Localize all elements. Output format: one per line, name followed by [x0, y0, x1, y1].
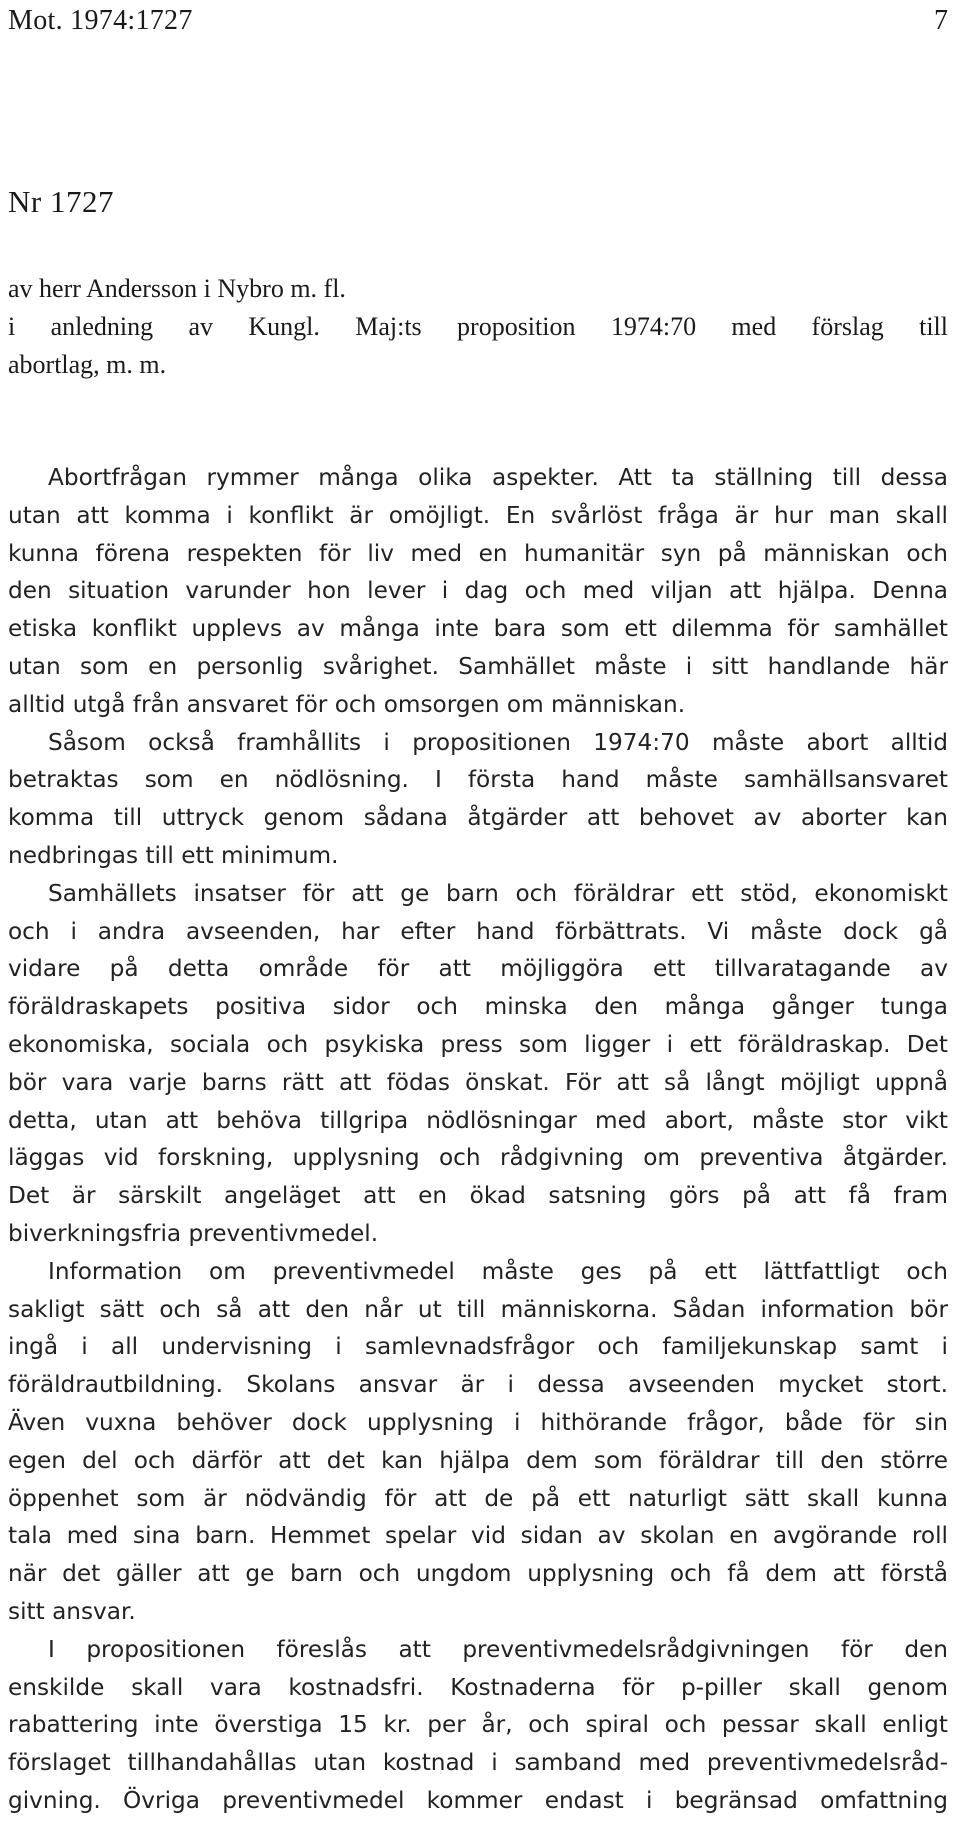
paragraph-line: Information om preventivmedel måste ges på ett lättfattligt och	[48, 1257, 948, 1285]
page-number: 7	[934, 5, 948, 36]
paragraph-1	[8, 459, 948, 724]
paragraph-line: egen del och därför att det kan hjälpa dem som föräldrar till den större	[8, 1446, 948, 1474]
paragraph-5	[8, 1631, 948, 1820]
paragraph-line: tala med sina barn. Hemmet spelar vid sidan av skolan en avgörande roll	[8, 1522, 948, 1550]
paragraph-line: rabattering inte överstiga 15 kr. per år, och spiral och pessar skall enligt	[8, 1711, 948, 1739]
body-text	[8, 459, 948, 1820]
paragraph-line: biverkningsfria preventivmedel.	[8, 1219, 379, 1247]
paragraph-line: föräldrautbildning. Skolans ansvar är i dessa avseenden mycket stort.	[8, 1371, 948, 1399]
paragraph-line: nedbringas till ett minimum.	[8, 841, 339, 869]
paragraph-line: etiska konflikt upplevs av många inte bara som ett dilemma för samhället	[8, 615, 948, 643]
motion-authors: av herr Andersson i Nybro m. fl.	[8, 274, 346, 303]
paragraph-line: och i andra avseenden, har efter hand förbättrats. Vi måste dock gå	[8, 917, 948, 945]
paragraph-line: vidare på detta område för att möjliggöra ett tillvaratagande av	[8, 955, 948, 983]
paragraph-line: Även vuxna behöver dock upplysning i hithörande frågor, både för sin	[8, 1408, 948, 1436]
motion-authors-and-subject	[8, 270, 948, 384]
page-header	[8, 4, 948, 44]
paragraph-line: sakligt sätt och så att den når ut till människorna. Sådan information bör	[8, 1295, 948, 1323]
paragraph-line: enskilde skall vara kostnadsfri. Kostnaderna för p-piller skall genom	[8, 1673, 948, 1701]
paragraph-line: betraktas som en nödlösning. I första hand måste samhällsansvaret	[8, 766, 948, 794]
paragraph-2	[8, 724, 948, 875]
paragraph-line: förslaget tillhandahållas utan kostnad i samband med preventivmedelsråd-	[8, 1749, 948, 1777]
document-reference: Mot. 1974:1727	[8, 5, 193, 36]
paragraph-line: komma till uttryck genom sådana åtgärder att behovet av aborter kan	[8, 804, 948, 832]
paragraph-4	[8, 1253, 948, 1631]
paragraph-line: sitt ansvar.	[8, 1597, 136, 1625]
paragraph-line: Samhällets insatser för att ge barn och föräldrar ett stöd, ekonomiskt	[48, 879, 948, 907]
paragraph-line: ingå i all undervisning i samlevnadsfrågor och familjekunskap samt i	[8, 1333, 948, 1361]
paragraph-line: ekonomiska, sociala och psykiska press som ligger i ett föräldraskap. Det	[8, 1030, 948, 1058]
paragraph-line: Det är särskilt angeläget att en ökad satsning görs på att få fram	[8, 1182, 948, 1210]
motion-subject-line-2: abortlag, m. m.	[8, 350, 167, 379]
paragraph-line: alltid utgå från ansvaret för och omsorgen om människan.	[8, 690, 686, 718]
paragraph-line: öppenhet som är nödvändig för att de på ett naturligt sätt skall kunna	[8, 1484, 948, 1512]
paragraph-3	[8, 875, 948, 1253]
paragraph-line: Abortfrågan rymmer många olika aspekter. Att ta ställning till dessa	[48, 464, 948, 491]
paragraph-line: givning. Övriga preventivmedel kommer endast i begränsad omfattning	[8, 1786, 948, 1814]
paragraph-line: Såsom också framhållits i propositionen 1974:70 måste abort alltid	[48, 728, 948, 756]
motion-subject-line-1: i anledning av Kungl. Maj:ts proposition 1974:70 med förslag till	[8, 312, 948, 341]
paragraph-line: utan som en personlig svårighet. Samhället måste i sitt handlande här	[8, 652, 948, 680]
paragraph-line: I propositionen föreslås att preventivmedelsrådgivningen för den	[48, 1635, 948, 1663]
paragraph-line: när det gäller att ge barn och ungdom upplysning och få dem att förstå	[8, 1560, 948, 1588]
paragraph-line: föräldraskapets positiva sidor och minska den många gånger tunga	[8, 993, 948, 1021]
motion-number: Nr 1727	[8, 184, 114, 219]
paragraph-line: den situation varunder hon lever i dag och med viljan att hjälpa. Denna	[8, 577, 948, 605]
paragraph-line: kunna förena respekten för liv med en humanitär syn på människan och	[8, 539, 948, 567]
paragraph-line: utan att komma i konflikt är omöjligt. En svårlöst fråga är hur man skall	[8, 501, 948, 529]
paragraph-line: läggas vid forskning, upplysning och rådgivning om preventiva åtgärder.	[8, 1144, 948, 1172]
paragraph-line: bör vara varje barns rätt att födas önskat. För att så långt möjligt uppnå	[8, 1068, 948, 1096]
paragraph-line: detta, utan att behöva tillgripa nödlösningar med abort, måste stor vikt	[8, 1106, 948, 1134]
